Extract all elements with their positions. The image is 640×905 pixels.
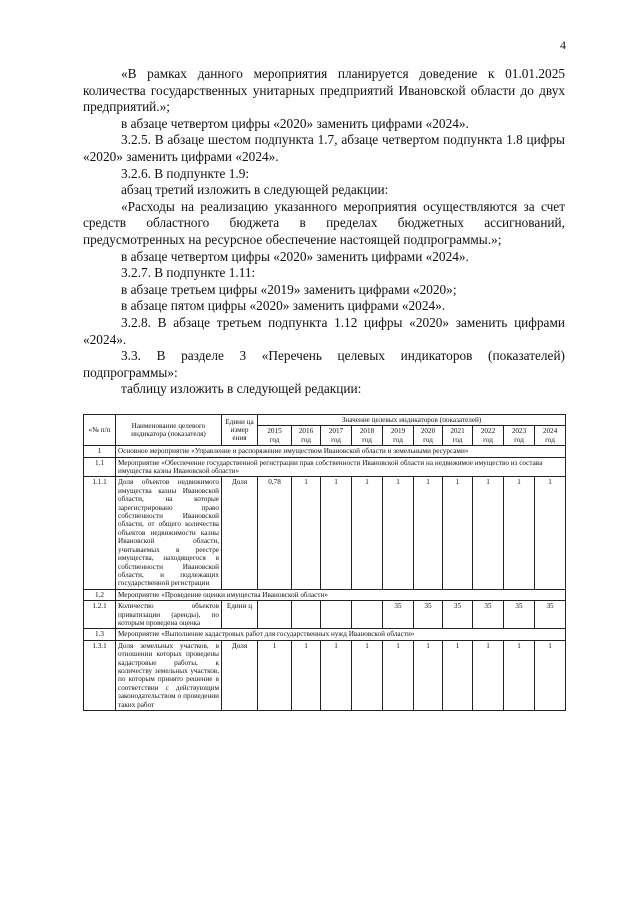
value-cell: 1 [321, 477, 352, 589]
value-cell: 1 [321, 640, 352, 710]
value-cell: 1 [535, 477, 566, 589]
value-cell: 1 [504, 640, 535, 710]
value-cell: 1 [473, 477, 504, 589]
header-year: 2016 год [292, 426, 321, 446]
paragraph-10: в абзаце пятом цифры «2020» заменить цифрами «2024». [121, 298, 446, 314]
header-year: 2020 год [414, 426, 443, 446]
value-cell: 1 [258, 640, 292, 710]
table-row [84, 601, 566, 629]
paragraph-9: в абзаце третьем цифры «2019» заменить цифрами «2020»; [121, 281, 457, 297]
value-cell: 1 [443, 640, 473, 710]
table-row [84, 477, 566, 589]
value-cell [292, 601, 321, 629]
value-cell: 1 [352, 477, 383, 589]
indicator-name: Доля земельных участков, в отношении которых проведены кадастровые работы, к количеству земельных участков, по которым принято решение в соответствии с действующим законодательством о проведении таких работ [116, 640, 222, 710]
row-num: 1.3.1 [84, 640, 116, 710]
value-cell: 1 [473, 640, 504, 710]
paragraph-11: 3.2.8. В абзаце третьем подпункта 1.12 цифры «2020» заменить цифрами «2024». [83, 314, 565, 347]
header-unit: Едини ца измер ения [222, 415, 258, 446]
value-cell: 35 [383, 601, 414, 629]
header-num: «№ п/п [84, 415, 116, 446]
header-year: 2019 год [383, 426, 414, 446]
header-year: 2022 год [473, 426, 504, 446]
value-cell: 1 [383, 477, 414, 589]
paragraph-5: абзац третий изложить в следующей редакции: [121, 182, 389, 198]
indicator-unit: Доля [222, 477, 258, 589]
row-num: 1.3 [84, 629, 116, 640]
value-cell: 35 [535, 601, 566, 629]
paragraph-1: «В рамках данного мероприятия планируется доведение к 01.01.2025 количества государственных унитарных предприятий Ивановской области до двух предприятий.»; [83, 66, 565, 115]
value-cell: 1 [292, 477, 321, 589]
header-values: Значение целевых индикаторов (показателей) [258, 415, 566, 426]
row-title: Мероприятие «Проведение оценки имущества Ивановской области» [116, 589, 566, 600]
value-cell: 1 [414, 640, 443, 710]
page-number: 4 [560, 38, 566, 52]
indicator-unit: Едини ц [222, 601, 258, 629]
table-row [84, 640, 566, 710]
indicator-name: Количество объектов приватизации (аренды), по которым проведена оценка [116, 601, 222, 629]
table-row [84, 589, 566, 600]
paragraph-2: в абзаце четвертом цифры «2020» заменить цифрами «2024». [121, 115, 469, 131]
value-cell: 35 [473, 601, 504, 629]
header-year: 2023 год [504, 426, 535, 446]
paragraph-6: «Расходы на реализацию указанного мероприятия осуществляются за счет средств областного бюджета в пределах бюджетных ассигнований, предусмотренных на ресурсное обеспечение настоящей подпрограммы.»; [83, 198, 565, 247]
row-title: Мероприятие «Выполнение кадастровых работ для государственных нужд Ивановской области» [116, 629, 566, 640]
paragraph-3: 3.2.5. В абзаце шестом подпункта 1.7, абзаце четвертом подпункта 1.8 цифры «2020» заменить цифрами «2024». [83, 132, 565, 164]
header-name: Наименование целевого индикатора (показателя) [116, 415, 222, 446]
indicators-table [83, 414, 566, 711]
header-year: 2021 год [443, 426, 473, 446]
row-num: 1.1 [84, 457, 116, 477]
row-title: Мероприятие «Обеспечение государственной регистрации прав собственности Ивановской области на недвижимое имущество из состава имущества казны Ивановской области» [116, 457, 566, 477]
table-row [84, 446, 566, 457]
value-cell [258, 601, 292, 629]
value-cell: 1 [414, 477, 443, 589]
document-body [83, 66, 565, 398]
row-num: 1.1.1 [84, 477, 116, 589]
paragraph-8: 3.2.7. В подпункте 1.11: [121, 265, 256, 281]
value-cell: 0,78 [258, 477, 292, 589]
value-cell: 1 [443, 477, 473, 589]
row-title: Основное мероприятие «Управление и распоряжение имуществом Ивановской области и земельными ресурсами» [116, 446, 566, 457]
header-year: 2015 год [258, 426, 292, 446]
value-cell: 1 [535, 640, 566, 710]
header-year: 2018 год [352, 426, 383, 446]
header-year: 2017 год [321, 426, 352, 446]
value-cell: 35 [504, 601, 535, 629]
value-cell: 1 [383, 640, 414, 710]
paragraph-7: в абзаце четвертом цифры «2020» заменить цифрами «2024». [121, 248, 469, 264]
indicator-name: Доля объектов недвижимого имущества казны Ивановской области, на которые зарегистрировано право собственности Ивановской области, от общего количества объектов недвижимости казны Ивановской области, учитываемых в реестре имущества, находящегося в собственности Ивановской области, и подлежащих государственной регистрации [116, 477, 222, 589]
paragraph-4: 3.2.6. В подпункте 1.9: [121, 165, 250, 181]
value-cell: 1 [352, 640, 383, 710]
row-num: 1.2.1 [84, 601, 116, 629]
value-cell [352, 601, 383, 629]
indicator-unit: Доля [222, 640, 258, 710]
row-num: 1.2 [84, 589, 116, 600]
header-year: 2024 год [535, 426, 566, 446]
value-cell: 35 [414, 601, 443, 629]
value-cell [321, 601, 352, 629]
value-cell: 1 [504, 477, 535, 589]
table-row [84, 457, 566, 477]
row-num: 1 [84, 446, 116, 457]
value-cell: 35 [443, 601, 473, 629]
paragraph-12: 3.3. В разделе 3 «Перечень целевых индикаторов (показателей) подпрограммы»: [83, 348, 565, 380]
table-row [84, 629, 566, 640]
paragraph-13: таблицу изложить в следующей редакции: [121, 381, 362, 397]
value-cell: 1 [292, 640, 321, 710]
